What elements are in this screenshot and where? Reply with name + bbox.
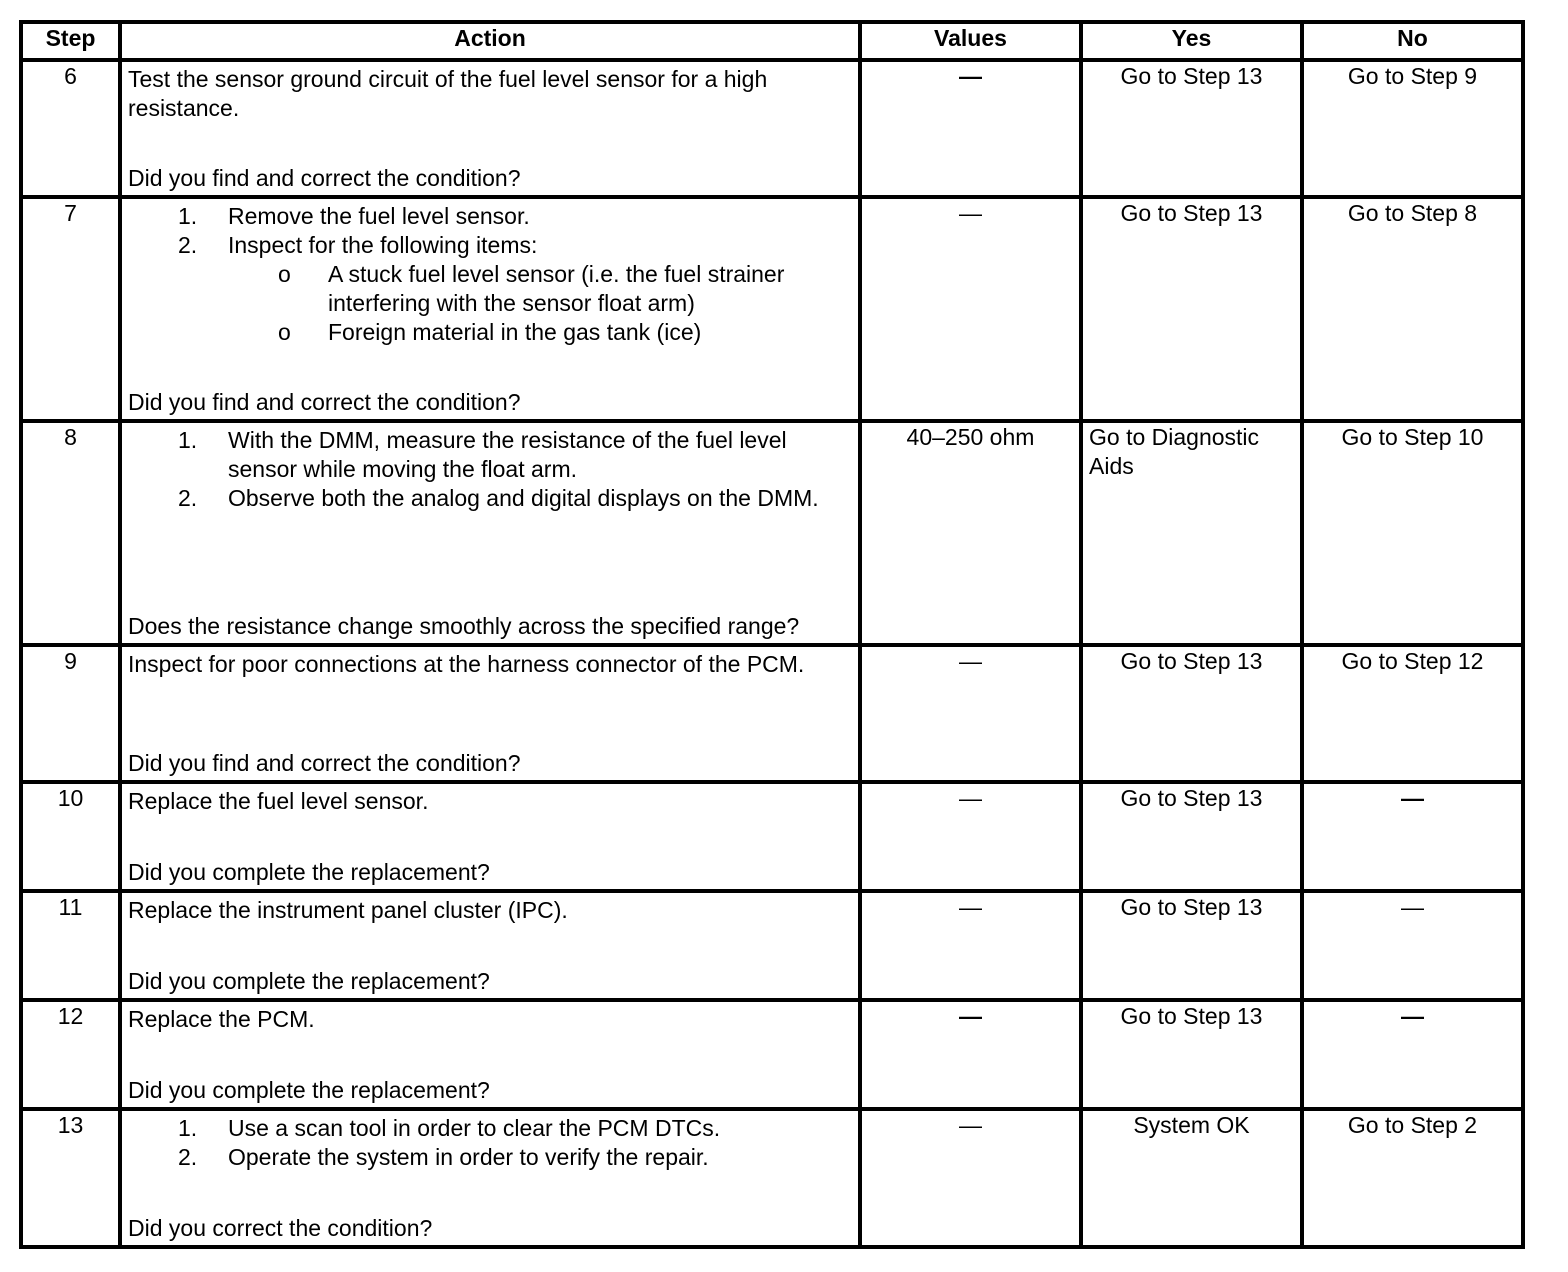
action-cell xyxy=(120,197,860,421)
action-text: Replace the PCM. xyxy=(128,1006,315,1032)
numbered-list xyxy=(128,202,852,260)
table-row xyxy=(21,891,1523,1000)
values-cell: — xyxy=(860,1000,1081,1109)
action-question: Does the resistance change smoothly across the specified range? xyxy=(128,613,800,639)
list-item: 1. With the DMM, measure the resistance of the fuel level sensor while moving the float arm. xyxy=(178,427,787,482)
yes-cell: Go to Step 13 xyxy=(1081,891,1302,1000)
list-item: 2. Inspect for the following items: xyxy=(178,232,538,258)
list-item: 1. Use a scan tool in order to clear the PCM DTCs. xyxy=(178,1115,721,1141)
yes-cell: Go to Diagnostic Aids xyxy=(1081,421,1302,645)
action-text: Inspect for poor connections at the harness connector of the PCM. xyxy=(128,651,805,677)
values-cell: — xyxy=(860,782,1081,891)
action-cell xyxy=(120,60,860,197)
header-no: No xyxy=(1302,22,1523,60)
no-cell: Go to Step 10 xyxy=(1302,421,1523,645)
step-number: 12 xyxy=(21,1000,120,1109)
table-row xyxy=(21,421,1523,645)
numbered-list xyxy=(128,1114,852,1172)
yes-cell: Go to Step 13 xyxy=(1081,1000,1302,1109)
no-cell: Go to Step 2 xyxy=(1302,1109,1523,1247)
action-cell xyxy=(120,891,860,1000)
no-cell: Go to Step 8 xyxy=(1302,197,1523,421)
action-text: Replace the fuel level sensor. xyxy=(128,788,429,814)
table-row xyxy=(21,60,1523,197)
step-number: 6 xyxy=(21,60,120,197)
action-question: Did you find and correct the condition? xyxy=(128,389,521,415)
action-question: Did you complete the replacement? xyxy=(128,968,490,994)
action-question: Did you correct the condition? xyxy=(128,1215,433,1241)
values-cell: — xyxy=(860,197,1081,421)
values-cell: — xyxy=(860,645,1081,782)
table-row xyxy=(21,1109,1523,1247)
list-item: o A stuck fuel level sensor (i.e. the fuel strainer interfering with the sensor float arm) xyxy=(278,261,785,316)
no-cell: Go to Step 12 xyxy=(1302,645,1523,782)
numbered-list xyxy=(128,426,852,513)
yes-cell: Go to Step 13 xyxy=(1081,197,1302,421)
list-item: 2. Observe both the analog and digital displays on the DMM. xyxy=(178,485,819,511)
no-cell: — xyxy=(1302,891,1523,1000)
header-row xyxy=(21,22,1523,60)
header-values: Values xyxy=(860,22,1081,60)
values-cell: 40–250 ohm xyxy=(860,421,1081,645)
values-cell: — xyxy=(860,891,1081,1000)
table-row xyxy=(21,782,1523,891)
action-cell xyxy=(120,1000,860,1109)
no-cell: — xyxy=(1302,1000,1523,1109)
table-row xyxy=(21,1000,1523,1109)
step-number: 7 xyxy=(21,197,120,421)
no-cell: — xyxy=(1302,782,1523,891)
action-cell xyxy=(120,421,860,645)
step-number: 8 xyxy=(21,421,120,645)
yes-cell: Go to Step 13 xyxy=(1081,782,1302,891)
yes-cell: Go to Step 13 xyxy=(1081,645,1302,782)
list-item: 1. Remove the fuel level sensor. xyxy=(178,203,530,229)
table-row xyxy=(21,197,1523,421)
action-question: Did you complete the replacement? xyxy=(128,1077,490,1103)
yes-cell: Go to Step 13 xyxy=(1081,60,1302,197)
no-cell: Go to Step 9 xyxy=(1302,60,1523,197)
values-cell: — xyxy=(860,60,1081,197)
action-question: Did you find and correct the condition? xyxy=(128,165,521,191)
yes-cell: System OK xyxy=(1081,1109,1302,1247)
list-item: o Foreign material in the gas tank (ice) xyxy=(278,319,702,345)
step-number: 10 xyxy=(21,782,120,891)
table-row xyxy=(21,645,1523,782)
header-action: Action xyxy=(120,22,860,60)
action-cell xyxy=(120,1109,860,1247)
bullet-list xyxy=(128,260,852,347)
values-cell: — xyxy=(860,1109,1081,1247)
step-number: 9 xyxy=(21,645,120,782)
header-step: Step xyxy=(21,22,120,60)
step-number: 13 xyxy=(21,1109,120,1247)
diagnostic-table xyxy=(19,20,1525,1249)
action-text: Test the sensor ground circuit of the fuel level sensor for a high resistance. xyxy=(128,66,768,121)
action-text: Replace the instrument panel cluster (IPC). xyxy=(128,897,568,923)
action-question: Did you complete the replacement? xyxy=(128,859,490,885)
step-number: 11 xyxy=(21,891,120,1000)
action-cell xyxy=(120,645,860,782)
header-yes: Yes xyxy=(1081,22,1302,60)
action-question: Did you find and correct the condition? xyxy=(128,750,521,776)
action-cell xyxy=(120,782,860,891)
list-item: 2. Operate the system in order to verify the repair. xyxy=(178,1144,709,1170)
